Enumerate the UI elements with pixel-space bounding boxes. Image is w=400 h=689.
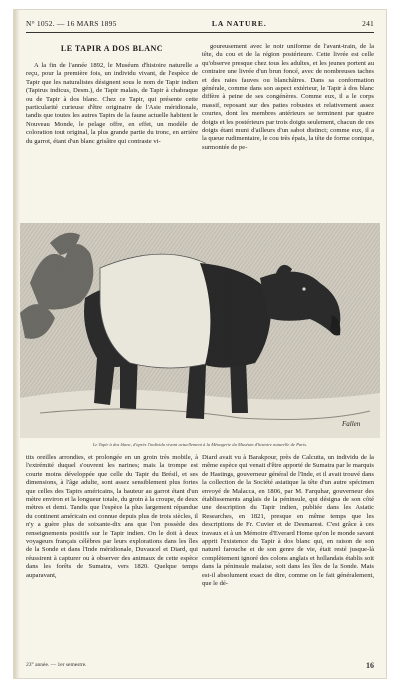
artist-signature: Fallen	[342, 420, 361, 428]
journal-title: LA NATURE.	[211, 18, 267, 28]
tapir-illustration	[20, 223, 380, 438]
page-footer	[26, 660, 374, 670]
volume-info: 23° année. — 1er semestre.	[26, 662, 87, 668]
text-column-right-top	[202, 43, 374, 230]
text-column-left-bottom	[26, 454, 198, 654]
magazine-page	[14, 10, 386, 678]
page-number: 241	[362, 18, 374, 28]
paragraph: A la fin de l'année 1892, le Muséum d'histoire naturelle a reçu, pour la première fois, un individu vivant, de l'espèce de Tapir que les naturalistes désignent sous le nom de Tapir indien (Tapirus indicus, Desm.), de Tapir malais, de Tapir à chabraque ou de Tapir à dos blanc. Chez ce Tapir, qui présente cette particularité curieuse d'être originaire de l'Asie méridionale, tandis que toutes les autres Tapirs de la faune actuelle habitent le Nouveau Monde, le pelage offre, en effet, un modèle de coloration tout original, la plus grande partie du tronc, en arrière du garrot, étant d'un blanc grisâtre qui contraste vi-	[26, 62, 198, 145]
paragraph: Diard avait vu à Barakpour, près de Calcutta, un individu de la même espèce qui venait d'être apporté de Sumatra par le marquis de Hastings, gouverneur général de l'Inde, et il avait trouvé dans la collection de la Société asiatique la tête d'un autre spécimen envoyé de Malacca, en 1806, par M. Farquhar, gouverneur des établissements anglais de la péninsule, qui désigna de son côté une description du Tapir indien, publiée dans les Asiatic Researches, en 1821, presque en même temps que les descriptions de Fr. Cuvier et de Desmarest. C'est grâce à ces travaux et à un Mémoire d'Everard Home qu'on le monde savant apprit l'existence du Tapir à dos blanc qui, en raison de son naturel farouche et de son genre de vie, était resté jusque-là complètement ignoré des colons anglais et hollandais établis soit dans la péninsule malaise, soit dans les îles de la Sonde. Mais est-il absolument exact de dire, comme on le fait généralement, que le dé-	[202, 454, 374, 588]
figure-caption: Le Tapir à dos blanc, d'après l'individu vivant actuellement à la Ménagerie du Muséum d'histoire naturelle de Paris.	[92, 442, 308, 447]
page-header	[26, 16, 374, 30]
header-rule	[26, 32, 374, 33]
paragraph: tits oreilles arrondies, et prolongée en un groin très mobile, à l'extrémité duquel s'ouvrent les narines; mais la trompe est courte moins développée que celle du Tapir du Brésil, et ses dimensions, à l'âge adulte, sont assez sensiblement plus fortes que celles des Tapirs américains, la hauteur au garrot étant d'un mètre environ et la longueur totale, du groin à la croupe, de deux mètres et demi. Tandis que l'espèce la plus largement répandue du continent américain est connue depuis plus de trois siècles, il n'y a guère plus de soixante-dix ans que l'on possède des renseignements positifs sur le Tapir indien. On le doit à deux voyageurs français célèbres par leurs explorations dans les îles de la Sonde et dans l'Inde méridionale, Duvaucel et Diard, qui réussirent à capturer ou à observer des animaux de cette espèce dans les forêts de Sumatra, vers 1820. Quelque temps auparavant,	[26, 454, 198, 579]
text-column-left-top	[26, 62, 198, 230]
paragraph: goureusement avec le noir uniforme de l'avant-train, de la tête, du cou et de la région postérieure. Cette livrée est celle qu'observe presque chez tous les adultes, et les jeunes portent au contraire une livrée d'un brun foncé, avec de nombreuses taches et des raies fauves ou blanchâtres. Dans sa conformation générale, comme dans son aspect extérieur, le Tapir à dos blanc diffère à peine de ses congénères. Comme eux, il a le corps massif, reposant sur des pattes robustes et relativement assez courtes, dont les membres antérieurs se terminent par quatre doigts et les postérieurs par trois doigts seulement, chacun de ces doigts étant muni d'ailleurs d'un sabot distinct; comme eux, il a la queue rudimentaire, le cou très épais, la tête de forme conique, surmontée de pe-	[202, 43, 374, 151]
issue-date: N° 1052. — 16 MARS 1895	[26, 18, 117, 28]
article-title: LE TAPIR A DOS BLANC	[60, 44, 164, 53]
folio-number: 16	[366, 660, 374, 670]
text-column-right-bottom	[202, 454, 374, 654]
